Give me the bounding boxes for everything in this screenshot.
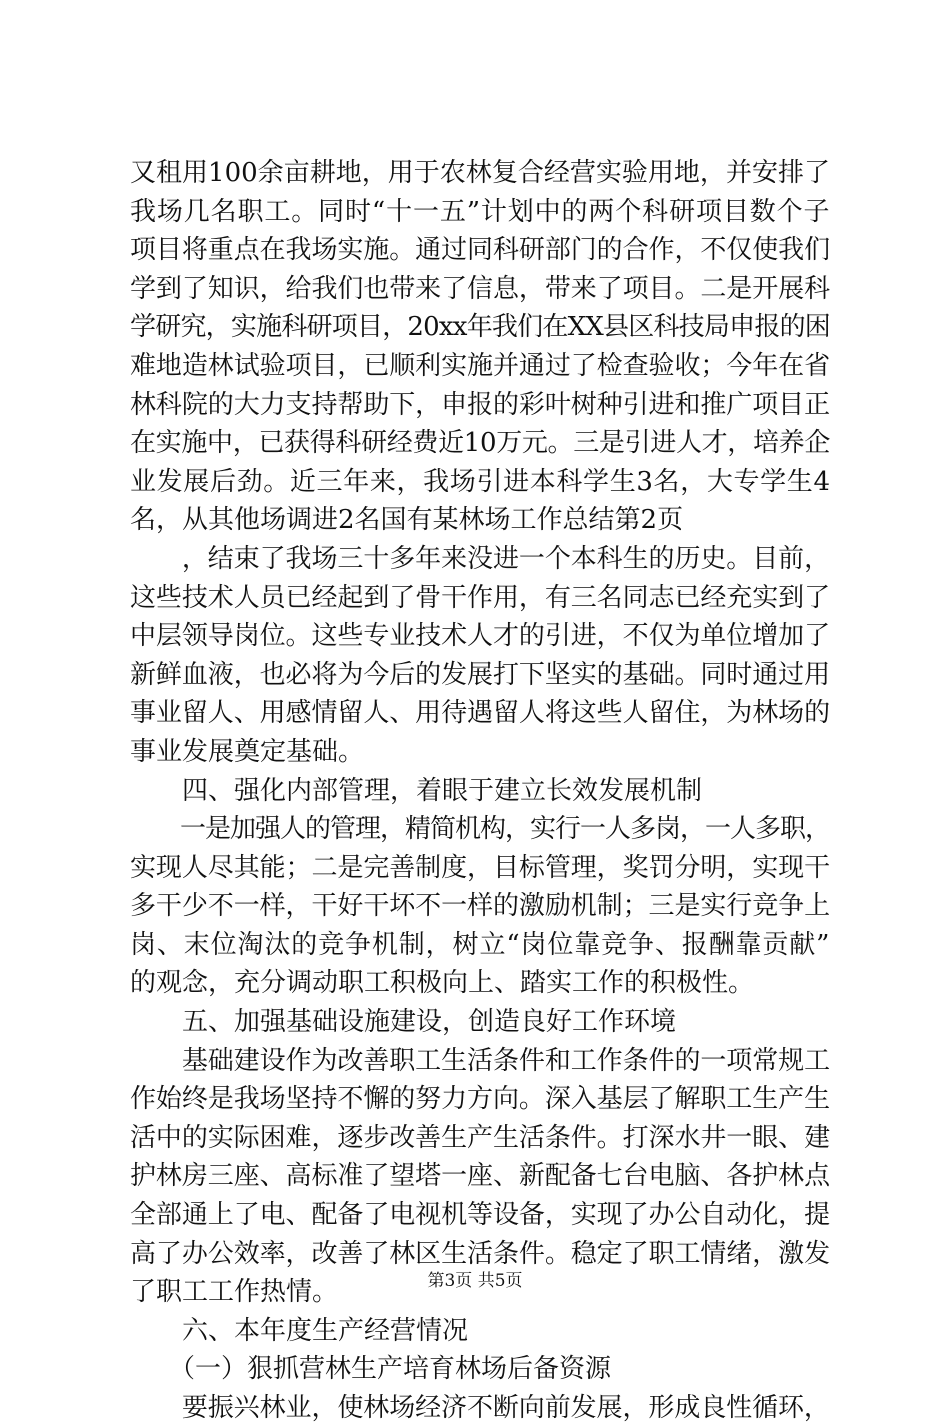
text-line: 全部通上了电、配备了电视机等设备，实现了办公自动化，提 [130,1200,830,1231]
text-line: 事业留人、用感情留人、用待遇留人将这些人留住，为林场的 [130,698,830,729]
text-line: 中层领导岗位。这些专业技术人才的引进，不仅为单位增加了 [130,621,830,652]
text-line: 林科院的大力支持帮助下，申报的彩叶树种引进和推广项目正 [130,389,830,420]
text-line: 作始终是我场坚持不懈的努力方向。深入基层了解职工生产生 [130,1084,830,1115]
text-line: 学到了知识，给我们也带来了信息，带来了项目。二是开展科 [130,273,830,304]
text-line: 多干少不一样，干好干坏不一样的激励机制；三是实行竞争上 [130,891,830,922]
text-line: 高了办公效率，改善了林区生活条件。稳定了职工情绪，激发 [130,1238,830,1269]
text-line: 新鲜血液，也必将为今后的发展打下坚实的基础。同时通过用 [130,659,830,690]
text-line: 在实施中，已获得科研经费近10万元。三是引进人才，培养企 [130,428,830,459]
text-line: 项目将重点在我场实施。通过同科研部门的合作，不仅使我们 [130,235,830,266]
text-line: 了职工工作热情。 [130,1277,339,1308]
text-line: 名，从其他场调进2名国有某林场工作总结第2页 [130,505,684,536]
text-line: 我场几名职工。同时“十一五”计划中的两个科研项目数个子 [130,196,831,227]
text-line: 这些技术人员已经起到了骨干作用，有三名同志已经充实到了 [130,582,830,613]
text-line: 基础建设作为改善职工生活条件和工作条件的一项常规工 [130,1045,830,1076]
text-line: 业发展后劲。近三年来，我场引进本科学生3名，大专学生4 [130,466,831,497]
text-line: 要振兴林业，使林场经济不断向前发展，形成良性循环， [130,1393,830,1423]
text-line: 又租用100余亩耕地，用于农林复合经营实验用地，并安排了 [130,158,830,188]
text-line: 六、本年度生产经营情况 [130,1315,469,1346]
text-line: 岗、末位淘汰的竞争机制，树立“岗位靠竞争、报酬靠贡献” [130,929,831,960]
text-line: 护林房三座、高标准了望塔一座、新配备七台电脑、各护林点 [130,1161,830,1192]
text-line: 学研究，实施科研项目，20xx年我们在XX县区科技局申报的困 [130,312,830,343]
text-line: 活中的实际困难，逐步改善生产生活条件。打深水井一眼、建 [130,1122,830,1153]
text-line: 难地造林试验项目，已顺利实施并通过了检查验收；今年在省 [130,350,830,381]
text-line: 实现人尽其能；二是完善制度，目标管理，奖罚分明，实现干 [130,852,830,883]
page-footer: 第3页 共5页 [427,1271,523,1291]
text-line: 四、强化内部管理，着眼于建立长效发展机制 [130,775,703,806]
text-line: （一）狠抓营林生产培育林场后备资源 [130,1354,612,1385]
text-line: 的观念，充分调动职工积极向上、踏实工作的积极性。 [130,968,755,999]
text-line: 五、加强基础设施建设，创造良好工作环境 [130,1007,677,1038]
document-body [130,154,830,1428]
text-line: ，结束了我场三十多年来没进一个本科生的历史。目前， [130,543,830,574]
text-line: 事业发展奠定基础。 [130,736,365,767]
text-line: 一是加强人的管理，精简机构，实行一人多岗，一人多职， [130,814,830,845]
